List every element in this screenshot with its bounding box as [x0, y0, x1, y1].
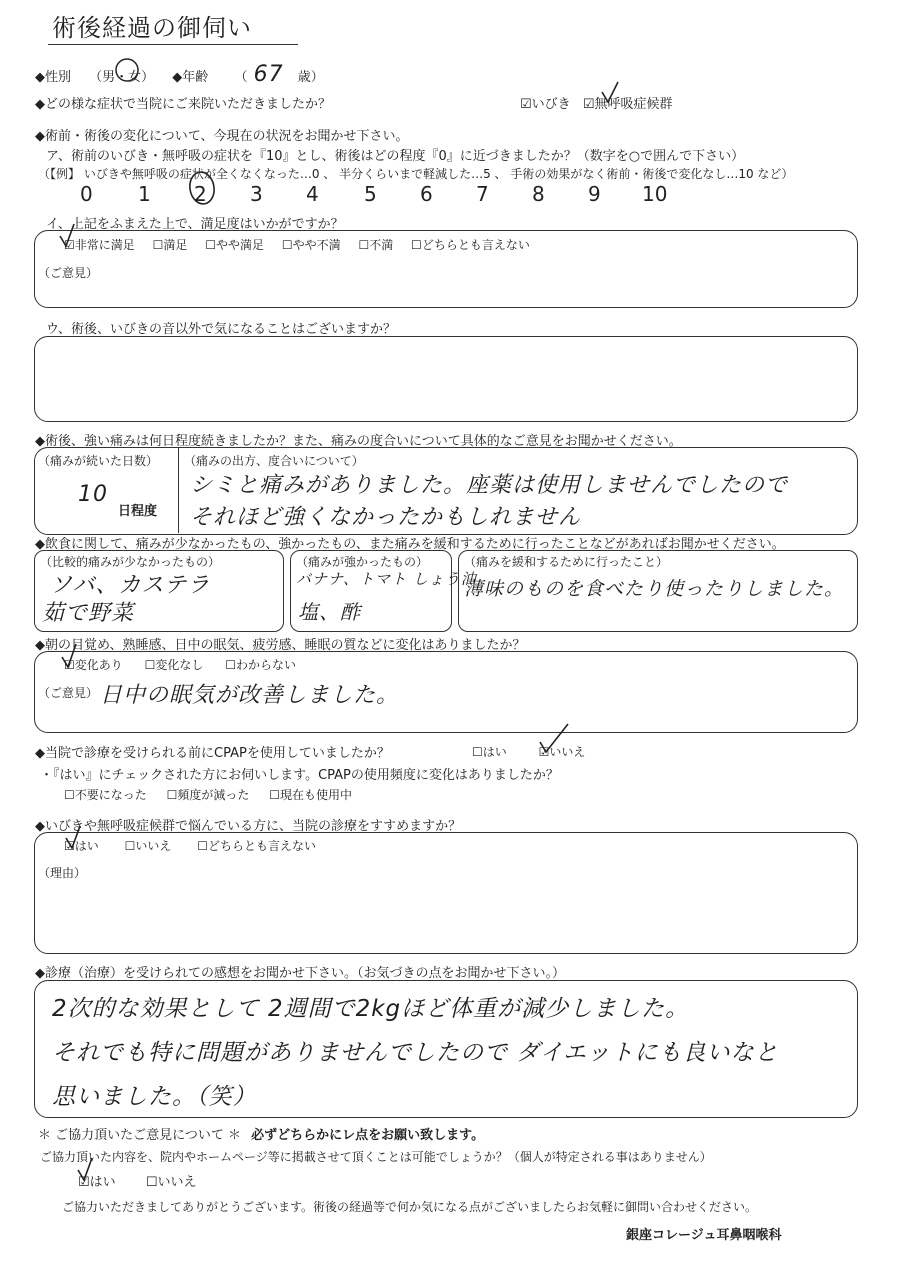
- gender-circle-mark: [116, 59, 138, 81]
- food-col2-label: （痛みが強かったもの）: [296, 555, 429, 569]
- checkbox-consent-no[interactable]: ☐: [145, 1175, 158, 1190]
- consent-question: ご協力頂いた内容を、院内やホームページ等に掲載させて頂くことは可能でしょうか？（個人が特定される事はありません）: [40, 1150, 712, 1164]
- option-somewhat-unsatisfied: やや不満: [292, 238, 341, 252]
- check-mark-satisfied: [60, 224, 74, 246]
- checkbox-unsatisfied[interactable]: ☐: [358, 238, 370, 252]
- age-label: ◆年齢: [172, 70, 209, 85]
- page-title: 術後経過の御伺い: [52, 14, 252, 42]
- scale-circle-mark: [187, 170, 216, 206]
- age-open-paren: （: [234, 70, 248, 85]
- recommend-question: ◆いびきや無呼吸症候群で悩んでいる方に、当院の診療をすすめますか？: [35, 819, 462, 834]
- pain-question: ◆術後、強い痛みは何日程度続きましたか？また、痛みの度合いについて具体的なご意見をお聞かせください。: [35, 434, 682, 449]
- scale-0[interactable]: 0: [80, 182, 93, 206]
- gender-label: ◆性別: [35, 70, 71, 85]
- pain-detail-line1[interactable]: シミと痛みがありました。座薬は使用しませんでしたので: [190, 473, 789, 498]
- option-recommend-yes: はい: [74, 839, 99, 853]
- morning-comment[interactable]: 日中の眠気が改善しました。: [100, 683, 400, 708]
- scale-6[interactable]: 6: [420, 182, 433, 206]
- pain-detail-line2[interactable]: それほど強くなかったかもしれません: [190, 505, 582, 530]
- age-value[interactable]: 67: [253, 62, 284, 87]
- pain-days-value[interactable]: 10: [78, 482, 108, 507]
- option-somewhat-satisfied: やや満足: [215, 238, 264, 252]
- satisfaction-comment-label: （ご意見）: [38, 266, 99, 280]
- option-apnea: 無呼吸症候群: [594, 97, 673, 112]
- checkbox-consent-yes[interactable]: ☑: [78, 1175, 90, 1190]
- age-close: 歳）: [297, 70, 324, 85]
- option-cpap-yes: はい: [482, 745, 507, 759]
- cpap-question: ◆当院で診療を受けられる前にCPAPを使用していましたか？: [35, 746, 390, 761]
- checkbox-cpap-unneeded[interactable]: ☐: [64, 788, 75, 802]
- checkbox-neither[interactable]: ☐: [411, 238, 422, 252]
- checkbox-cpap-reduced[interactable]: ☐: [166, 788, 178, 802]
- check-mark-morning: [62, 644, 76, 667]
- checkbox-cpap-no[interactable]: ☑: [538, 745, 550, 759]
- impression-line2[interactable]: それでも特に問題がありませんでしたので ダイエットにも良いなと: [52, 1040, 779, 1066]
- impression-line3[interactable]: 思いました。（笑）: [52, 1084, 257, 1110]
- consent-thanks: ご協力いただきましてありがとうございます。術後の経過等で何か気になる点がございましたらお気軽に御問い合わせください。: [62, 1200, 758, 1214]
- check-mark-cpap: [540, 724, 568, 752]
- option-consent-yes: はい: [89, 1175, 116, 1190]
- option-recommend-no: いいえ: [135, 839, 172, 853]
- checkbox-changed[interactable]: ☑: [64, 658, 75, 672]
- checkbox-cpap-yes[interactable]: ☐: [472, 745, 483, 759]
- option-unknown: わからない: [235, 658, 296, 672]
- option-recommend-neither: どちらとも言えない: [207, 839, 316, 853]
- change-a-question: ア、術前のいびき・無呼吸の症状を『10』とし、術後はどの程度『0』に近づきましたか？（数字を○で囲んで下さい）: [46, 149, 745, 164]
- option-cpap-still: 現在も使用中: [279, 788, 352, 802]
- scale-4[interactable]: 4: [306, 182, 319, 206]
- checkbox-no-change[interactable]: ☐: [144, 658, 156, 672]
- checkbox-somewhat-satisfied[interactable]: ☐: [205, 238, 216, 252]
- option-consent-no: いいえ: [157, 1175, 197, 1190]
- scale-8[interactable]: 8: [532, 182, 545, 206]
- morning-comment-label: （ご意見）: [38, 686, 99, 700]
- clinic-name: 銀座コレージュ耳鼻咽喉科: [626, 1228, 782, 1243]
- checkbox-somewhat-unsatisfied[interactable]: ☐: [281, 238, 293, 252]
- scale-1[interactable]: 1: [138, 182, 151, 206]
- checkbox-very-satisfied[interactable]: ☑: [64, 238, 75, 252]
- option-satisfied: 満足: [163, 238, 188, 252]
- change-header: ◆術前・術後の変化について、今現在の状況をお聞かせ下さい。: [35, 129, 409, 144]
- consent-note1: ＊ ご協力頂いたご意見について ＊: [38, 1128, 242, 1143]
- scale-7[interactable]: 7: [476, 182, 489, 206]
- pain-detail-label: （痛みの出方、度合いについて）: [184, 454, 364, 468]
- checkbox-unknown[interactable]: ☐: [225, 658, 236, 672]
- checkbox-recommend-yes[interactable]: ☑: [64, 839, 75, 853]
- pain-days-unit: 日程度: [118, 504, 158, 519]
- food-col2-line2[interactable]: 塩、酢: [298, 600, 361, 624]
- checkbox-ibiki[interactable]: ☑: [520, 97, 532, 112]
- food-col1-line2[interactable]: 茹で野菜: [42, 601, 135, 626]
- option-cpap-no: いいえ: [549, 745, 586, 759]
- scale-2[interactable]: 2: [194, 182, 207, 206]
- morning-question: ◆朝の目覚め、熟睡感、日中の眠気、疲労感、睡眠の質などに変化はありましたか？: [35, 638, 526, 653]
- change-i-question: イ、上記をふまえた上で、満足度はいかがですか？: [46, 217, 344, 232]
- scale-5[interactable]: 5: [364, 182, 377, 206]
- option-cpap-reduced: 頻度が減った: [177, 788, 250, 802]
- checkbox-recommend-no[interactable]: ☐: [124, 839, 136, 853]
- scale-10[interactable]: 10: [642, 182, 668, 206]
- food-col3-label: （痛みを緩和するために行ったこと）: [464, 555, 669, 569]
- checkbox-recommend-neither[interactable]: ☐: [197, 839, 208, 853]
- impression-question: ◆診療（治療）を受けられての感想をお聞かせ下さい。（お気づきの点をお聞かせ下さい。）: [35, 966, 565, 981]
- cpap-followup: ・『はい』にチェックされた方にお伺いします。CPAPの使用頻度に変化はありましたか？: [40, 768, 559, 783]
- food-col1-label: （比較的痛みが少なかったもの）: [40, 555, 221, 569]
- check-mark-symptom: [602, 82, 618, 102]
- option-ibiki: いびき: [531, 97, 571, 112]
- check-mark-recommend: [66, 826, 80, 848]
- checkbox-cpap-still[interactable]: ☐: [269, 788, 280, 802]
- check-mark-consent: [78, 1158, 92, 1180]
- scale-3[interactable]: 3: [250, 182, 263, 206]
- change-u-question: ウ、術後、いびきの音以外で気になることはございますか？: [46, 322, 396, 337]
- food-col2-line1[interactable]: バナナ、トマト しょう油: [296, 570, 477, 588]
- gender-options[interactable]: （男・女）: [89, 70, 155, 85]
- checkbox-satisfied[interactable]: ☐: [152, 238, 164, 252]
- option-very-satisfied: 非常に満足: [74, 238, 135, 252]
- checkbox-apnea[interactable]: ☑: [582, 97, 595, 112]
- option-neither: どちらとも言えない: [421, 238, 530, 252]
- consent-note2: 必ずどちらかにレ点をお願い致します。: [251, 1128, 485, 1143]
- option-cpap-unneeded: 不要になった: [74, 788, 147, 802]
- food-col3-line1[interactable]: 薄味のものを食べたり使ったりしました。: [464, 578, 845, 600]
- change-example: （【例】 いびきや無呼吸の症状が全くなくなった…0 、 半分くらいまで軽減した…5 、 手術の効果がなく術前・術後で変化なし…10 など）: [38, 167, 794, 181]
- scale-9[interactable]: 9: [588, 182, 601, 206]
- symptom-question: ◆どの様な症状で当院にご来院いただきましたか？: [35, 97, 331, 112]
- food-question: ◆飲食に関して、痛みが少なかったもの、強かったもの、また痛みを緩和するために行ったことなどがあればお聞かせください。: [35, 537, 785, 552]
- impression-line1[interactable]: 2次的な効果として 2週間で2kgほど体重が減少しました。: [52, 996, 690, 1022]
- food-col1-line1[interactable]: ソバ、カステラ: [50, 573, 211, 598]
- option-changed: 変化あり: [74, 658, 123, 672]
- recommend-reason-label: （理由）: [38, 866, 87, 880]
- option-unsatisfied: 不満: [369, 238, 394, 252]
- option-no-change: 変化なし: [155, 658, 204, 672]
- pain-days-label: （痛みが続いた日数）: [38, 454, 159, 468]
